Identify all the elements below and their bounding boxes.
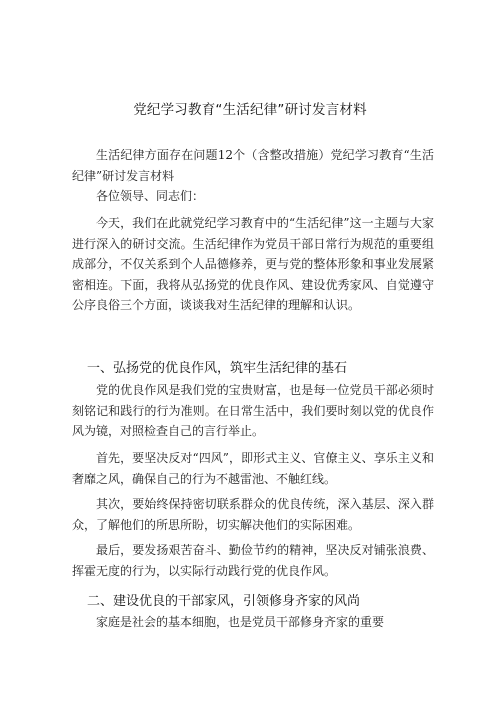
section1-paragraph-2: 首先，要坚决反对“四风”，即形式主义、官僚主义、享乐主义和奢靡之风，确保自己的行为不越雷池、不触红线。 — [72, 451, 434, 486]
document-subtitle: 生活纪律方面存在问题12个（含整改措施）党纪学习教育“生活纪律”研讨发言材料 — [72, 148, 434, 183]
intro-paragraph: 今天，我们在此就党纪学习教育中的“生活纪律”这一主题与大家进行深入的研讨交流。生活纪律作为党员干部日常行为规范的重要组成部分，不仅关系到个人品德修养，更与党的整体形象和事业发展紧密相连。下面，我将从弘扬党的优良作风、建设优秀家风、自觉遵守公序良俗三个方面，谈谈我对生活纪律的理解和认识。 — [72, 216, 434, 312]
section-heading-2: 二、建设优良的干部家风，引领修身齐家的风尚 — [87, 594, 361, 609]
section1-paragraph-1: 党的优良作风是我们党的宝贵财富，也是每一位党员干部必须时刻铭记和践行的行为准则。在日常生活中，我们要时刻以党的优良作风为镜，对照检查自己的言行举止。 — [72, 383, 434, 438]
section2-paragraph-1: 家庭是社会的基本细胞，也是党员干部修身齐家的重要 — [96, 615, 385, 629]
page-title: 党纪学习教育“生活纪律”研讨发言材料 — [133, 102, 367, 118]
section-heading-1: 一、弘扬党的优良作风，筑牢生活纪律的基石 — [87, 361, 348, 376]
section1-paragraph-4: 最后，要发扬艰苦奋斗、勤俭节约的精神，坚决反对铺张浪费、挥霍无度的行为，以实际行动践行党的优良作风。 — [72, 543, 434, 578]
section1-paragraph-3: 其次，要始终保持密切联系群众的优良传统，深入基层、深入群众，了解他们的所思所盼，切实解决他们的实际困难。 — [72, 497, 434, 532]
salutation: 各位领导、同志们： — [96, 189, 205, 203]
